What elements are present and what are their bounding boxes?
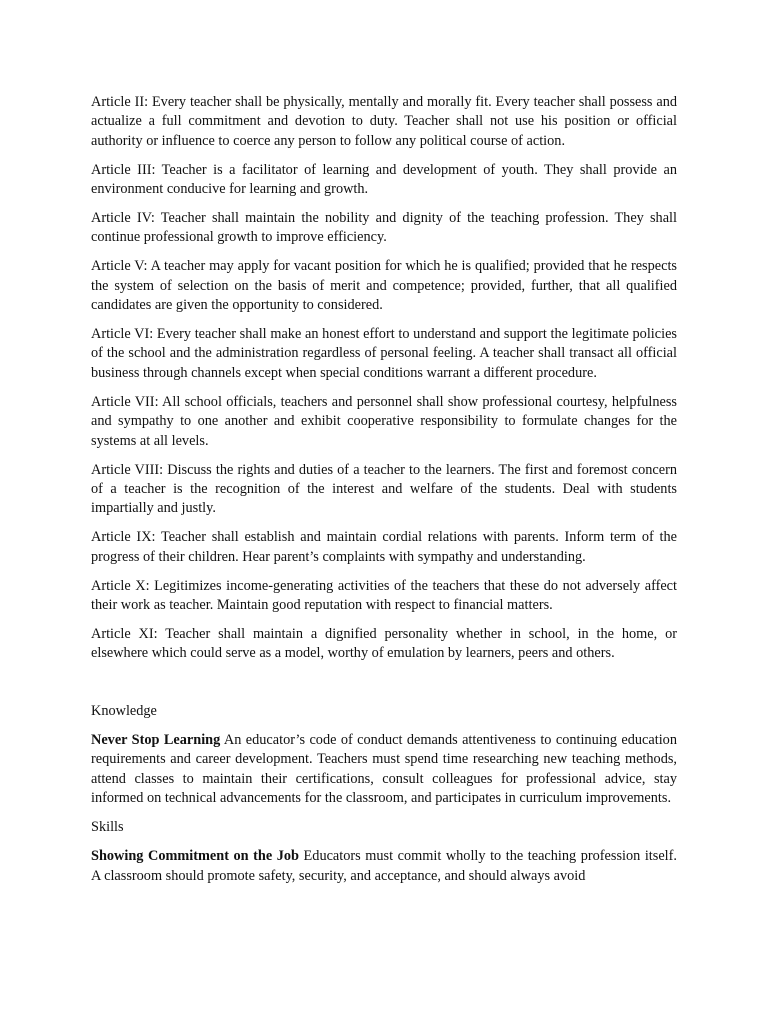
article-xi: Article XI: Teacher shall maintain a dignified personality whether in school, in the home, or elsewhere which could serve as a model, worthy of emulation by learners, peers and others. bbox=[91, 625, 677, 662]
skills-lead: Showing Commitment on the Job bbox=[91, 848, 300, 865]
article-vi: Article VI: Every teacher shall make an honest effort to understand and support the legitimate policies of the school and the administration regardless of personal feeling. A teacher shall transact all official business through channels except when special conditions warrant a different procedure. bbox=[91, 326, 677, 381]
knowledge-body: An educator’s code of conduct demands attentiveness to continuing education requirements and career development. Teachers must spend time researching new teaching methods, attend classes to maintain their certifications, consult colleagues for professional advice, stay informed on technical advancements for the classroom, and participates in curriculum improvements. bbox=[91, 732, 677, 807]
skills-body: Educators must commit wholly to the teaching profession itself. A classroom should promote safety, security, and acceptance, and should always avoid bbox=[91, 848, 677, 884]
article-x: Article X: Legitimizes income-generating activities of the teachers that these do not adversely affect their work as teacher. Maintain good reputation with respect to financial matters. bbox=[91, 577, 677, 613]
article-iv: Article IV: Teacher shall maintain the nobility and dignity of the teaching profession. They shall continue professional growth to improve efficiency. bbox=[91, 210, 677, 246]
article-ix: Article IX: Teacher shall establish and maintain cordial relations with parents. Inform term of the progress of their children. Hear parent’s complaints with sympathy and understanding. bbox=[91, 529, 677, 565]
article-v: Article V: A teacher may apply for vacant position for which he is qualified; provided that he respects the system of selection on the basis of merit and competence; provided, further, that all qualified candidates are given the opportunity to considered. bbox=[91, 258, 677, 314]
article-viii: Article VIII: Discuss the rights and duties of a teacher to the learners. The first and foremost concern of a teacher is the recognition of the interest and welfare of the students. Deal with students impartially and justly. bbox=[91, 461, 677, 517]
knowledge-paragraph bbox=[91, 731, 677, 809]
skills-paragraph bbox=[91, 847, 677, 886]
article-vii: Article VII: All school officials, teachers and personnel shall show professional courtesy, helpfulness and sympathy to one another and exhibit cooperative responsibility to formulate changes for the systems at all levels. bbox=[91, 393, 677, 449]
article-iii: Article III: Teacher is a facilitator of learning and development of youth. They shall provide an environment conducive for learning and growth. bbox=[91, 161, 677, 198]
knowledge-lead: Never Stop Learning bbox=[91, 732, 221, 749]
article-ii: Article II: Every teacher shall be physically, mentally and morally fit. Every teacher shall possess and actualize a full commitment and devotion to duty. Teacher shall not use his position or official authority or influence to coerce any person to follow any political course of action. bbox=[91, 94, 677, 149]
knowledge-heading: Knowledge bbox=[91, 703, 157, 720]
document-page bbox=[91, 93, 677, 895]
skills-heading: Skills bbox=[91, 819, 124, 836]
section-spacer bbox=[91, 673, 677, 702]
